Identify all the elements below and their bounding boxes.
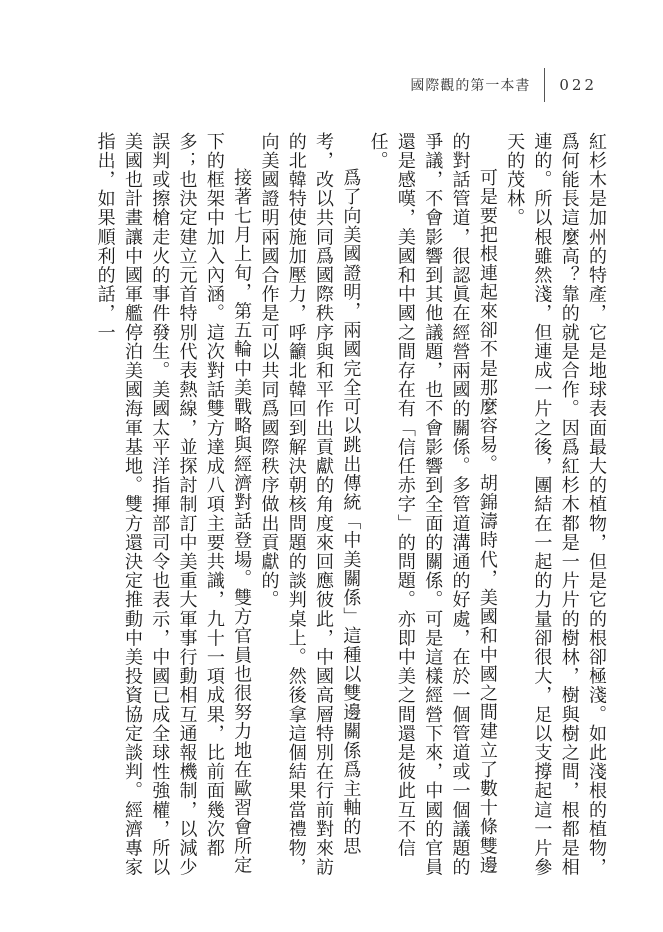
header-divider — [544, 68, 545, 102]
running-header — [410, 68, 597, 102]
body-text — [62, 132, 610, 892]
paragraph: 爲了向美國證明，兩國完全可以跳出傳統「中美關係」這種以雙邊關係爲主軸的思考，改以共同爲國際秩序與和平作出貢獻的角度來回應彼此，中國高層特別在行前對來訪的北韓特使施加壓力，呼籲北韓回到解決朝核問題的談判桌上。然後拿這個結果當禮物，向美國證明兩國合作是可以共同爲國際秩序做出貢獻的。 — [258, 132, 362, 877]
paragraph: 接著七月上旬，第五輪中美戰略與經濟對話登場。雙方官員也很努力地在歐習會所定下的框架中加入內涵。這次對話雙方達成八項主要共識，九十一項成果，比前面幾次都多；也決定建立元首特別代表熱線，並探討制訂中美重大軍事行動相互通報機制，以減少誤判或擦槍走火的事件發生。美國太平洋指揮部司令也表示，中國已成全球性強權，所以美國也計畫讓中國軍艦停泊美國海軍基地。雙方還決定推動中美投資協定談判。經濟專家指出，如果順利的話，一 — [94, 132, 253, 877]
book-title: 國際觀的第一本書 — [410, 78, 531, 94]
paragraph: 紅杉木是加州的特產，它是地球表面最大的植物，但是它的根卻極淺。如此淺根的植物，爲何能長這麼高？靠的就是合作。因爲紅杉木都是一片片的樹林，樹與樹之間，根都是相連的。所以根雖然淺，但連成一片之後，團結在一起的力量卻很大，足以支撐起這一片參天的茂林。 — [504, 132, 607, 877]
page-number: 022 — [559, 76, 597, 94]
paragraph: 可是要把根連起來卻不是那麼容易。胡錦濤時代，美國和中國之間建立了數十條雙邊的對話管道，很認眞在經營兩國的關係。多管道溝通的好處，在於一個管道或一個議題的爭議，不會影響到其他議題，也不會影響到全面的關係。可是這樣經營下來，中國的官員還是感嘆，美國和中國之間存在有「信任赤字」的問題。亦即中美之間還是彼此互不信任。 — [367, 132, 498, 877]
